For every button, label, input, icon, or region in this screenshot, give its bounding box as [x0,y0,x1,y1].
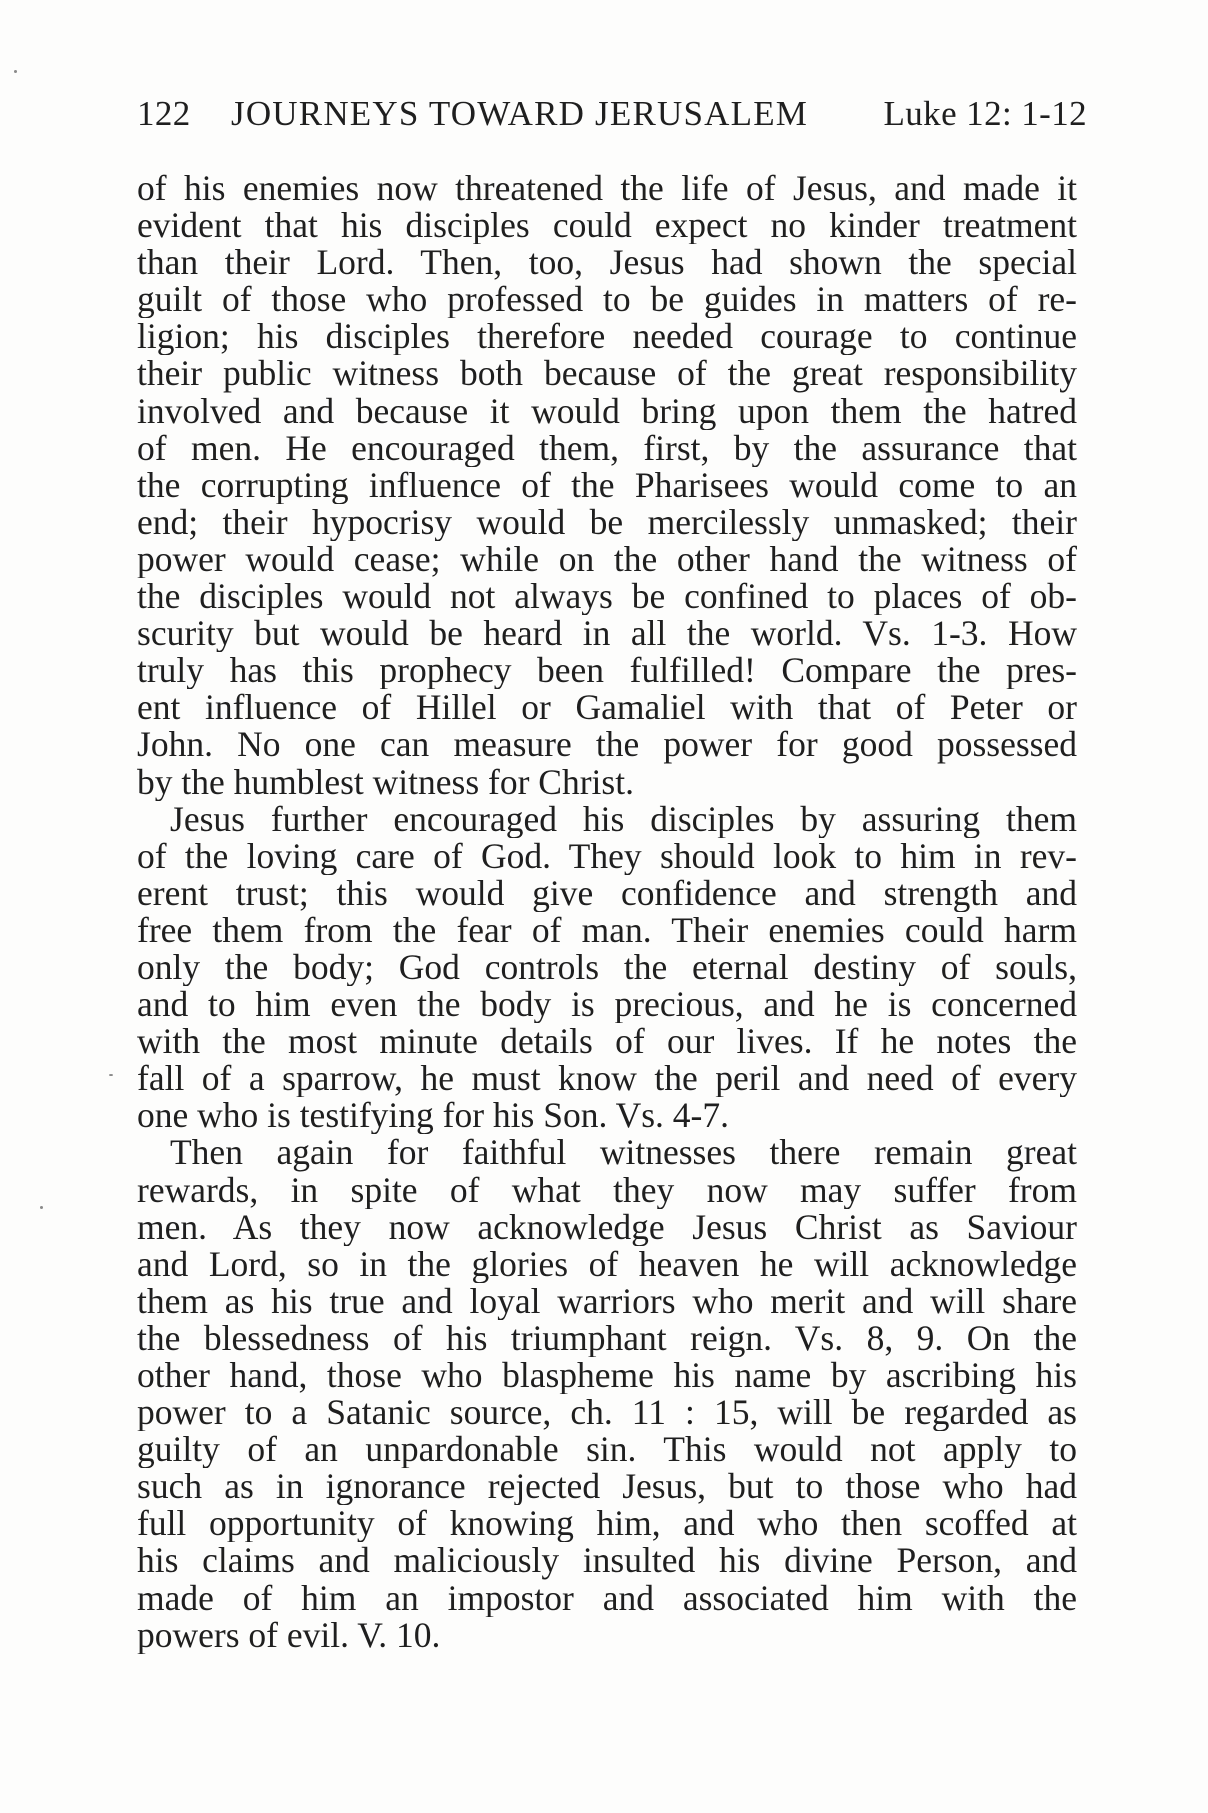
text-line: only the body; God controls the eternal destiny of souls, [137,948,1077,987]
paragraph-3 [137,1134,1077,1653]
text-line: one who is testifying for his Son. Vs. 4-7. [137,1097,729,1135]
text-line: and Lord, so in the glories of heaven he will acknowledge [137,1245,1077,1283]
text-line: power to a Satanic source, ch. 11 : 15, will be regarded as [137,1394,1077,1432]
text-line: and to him even the body is precious, and he is concerned [137,986,1077,1024]
paragraph-1 [137,170,1077,801]
text-line: than their Lord. Then, too, Jesus had shown the special [137,244,1077,282]
page-number: 122 [137,94,191,133]
scan-speck [14,70,17,73]
text-line: of men. He encouraged them, first, by the assurance that [137,429,1077,467]
text-line: ligion; his disciples therefore needed courage to continue [137,318,1077,356]
text-line: power would cease; while on the other hand the witness of [137,540,1077,579]
text-line: truly has this prophecy been fulfilled! Compare the pres- [137,652,1077,690]
text-line: the disciples would not always be confined to places of ob- [137,578,1077,616]
text-line: full opportunity of knowing him, and who then scoffed at [137,1505,1077,1543]
text-line: Jesus further encouraged his disciples by assuring them [170,800,1077,838]
scan-speck [109,1074,113,1076]
text-line: involved and because it would bring upon them the hatred [137,392,1077,430]
passage-reference: Luke 12: 1-12 [883,94,1087,133]
text-line: by the humblest witness for Christ. [137,763,634,801]
text-line: guilty of an unpardonable sin. This would not apply to [137,1431,1077,1469]
body-text [137,170,1077,1654]
paragraph-2 [137,801,1077,1135]
text-line: Then again for faithful witnesses there remain great [170,1134,1077,1172]
text-line: such as in ignorance rejected Jesus, but to those who had [137,1468,1077,1506]
text-line: the corrupting influence of the Pharisees would come to an [137,466,1077,504]
text-line: them as his true and loyal warriors who merit and will share [137,1282,1077,1320]
text-line: of his enemies now threatened the life of Jesus, and made it [137,170,1077,208]
text-line: evident that his disciples could expect no kinder treatment [137,207,1077,245]
text-line: made of him an impostor and associated him with the [137,1579,1077,1617]
text-line: of the loving care of God. They should look to him in rev- [137,837,1077,875]
text-line: men. As they now acknowledge Jesus Christ as Saviour [137,1208,1077,1246]
book-title: JOURNEYS TOWARD JERUSALEM [231,94,809,133]
text-line: the blessedness of his triumphant reign. Vs. 8, 9. On the [137,1319,1077,1357]
text-line: their public witness both because of the great responsibility [137,355,1077,393]
text-line: his claims and maliciously insulted his divine Person, and [137,1542,1077,1580]
text-line: powers of evil. V. 10. [137,1616,441,1654]
text-line: end; their hypocrisy would be mercilessly unmasked; their [137,503,1077,541]
text-line: with the most minute details of our lives. If he notes the [137,1023,1077,1061]
text-line: fall of a sparrow, he must know the peril and need of every [137,1060,1077,1098]
text-line: other hand, those who blaspheme his name by ascribing his [137,1357,1077,1395]
text-line: ent influence of Hillel or Gamaliel with that of Peter or [137,689,1077,727]
scan-speck [40,1206,43,1209]
text-line: John. No one can measure the power for good possessed [137,726,1077,764]
text-line: scurity but would be heard in all the world. Vs. 1-3. How [137,615,1077,653]
text-line: erent trust; this would give confidence and strength and [137,874,1077,912]
running-head [137,92,1087,136]
text-line: guilt of those who professed to be guides in matters of re- [137,281,1077,319]
text-line: rewards, in spite of what they now may suffer from [137,1171,1077,1209]
text-line: free them from the fear of man. Their enemies could harm [137,911,1077,949]
